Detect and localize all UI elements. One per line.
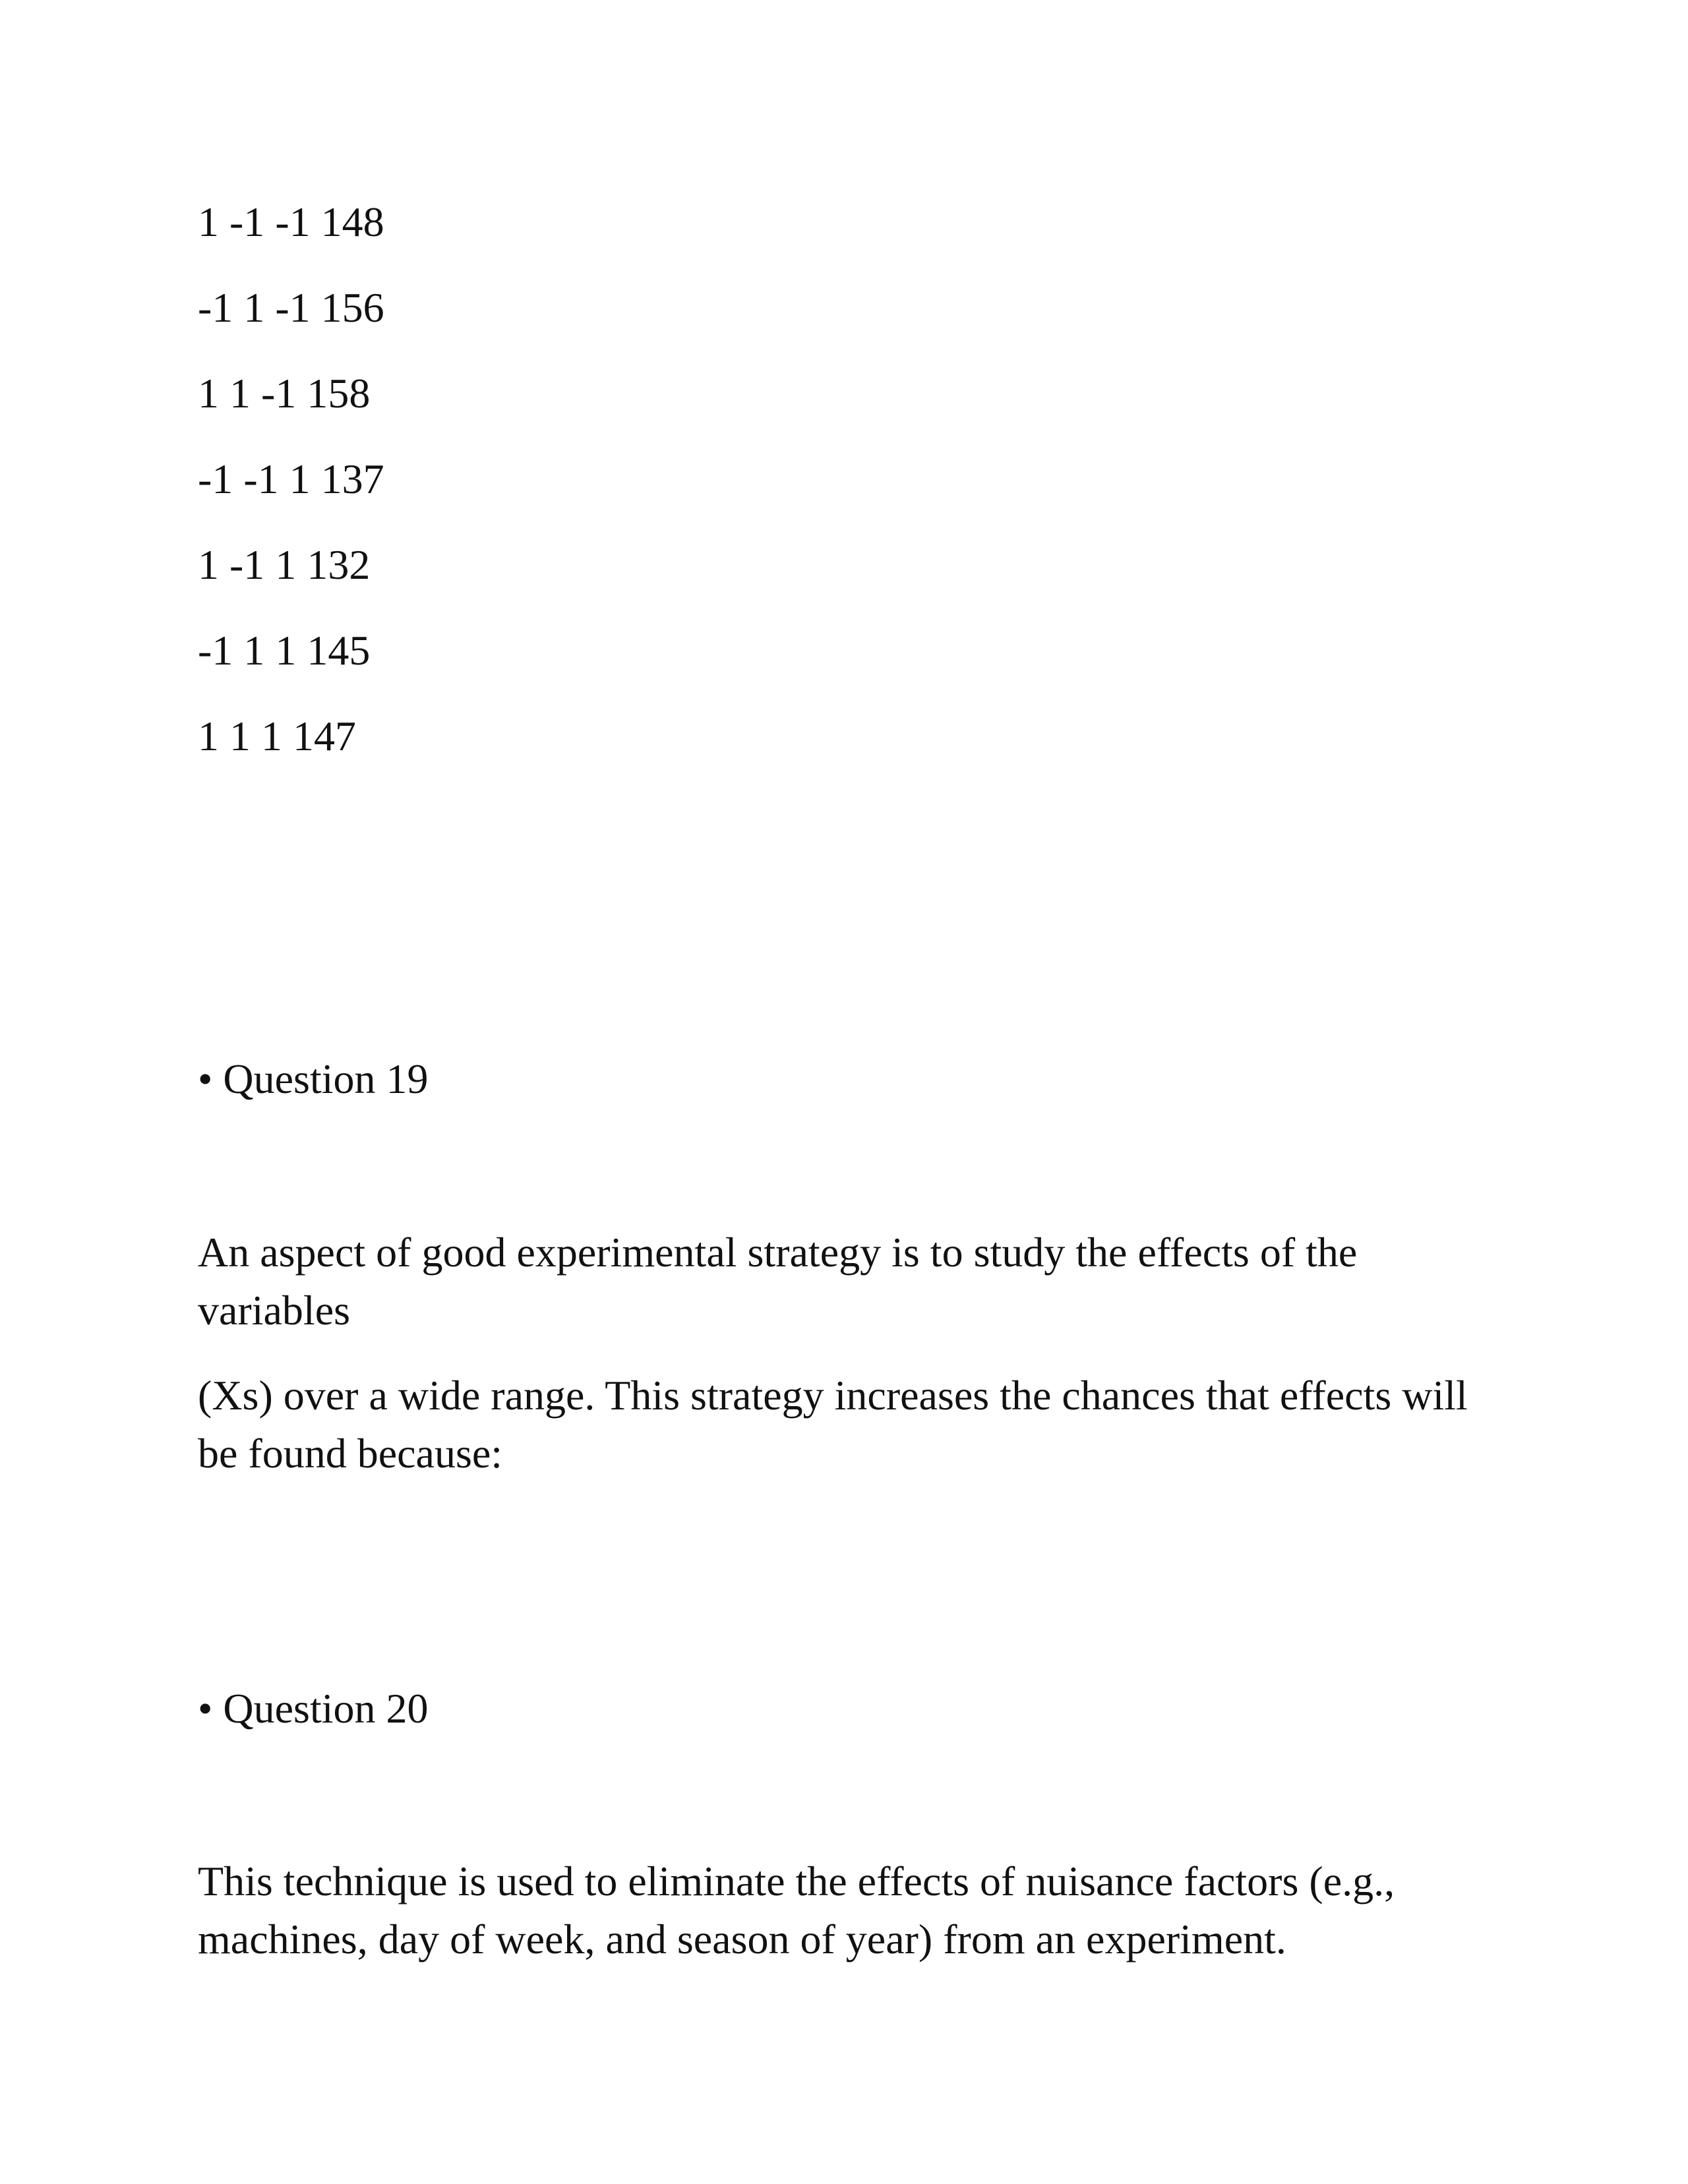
data-row: -1 -1 1 137: [198, 456, 384, 502]
data-row: -1 1 -1 156: [198, 284, 384, 331]
question-19-heading: • Question 19: [198, 1055, 429, 1102]
data-row: 1 -1 1 132: [198, 541, 371, 588]
data-row: 1 1 -1 158: [198, 370, 371, 417]
question-19-text-part-2: (Xs) over a wide range. This strategy increases the chances that effects will be found because:: [198, 1372, 1468, 1477]
data-row: 1 -1 -1 148: [198, 198, 384, 245]
question-20-text: This technique is used to eliminate the effects of nuisance factors (e.g., machines, day of week, and season of year) from an experiment.: [198, 1858, 1395, 1963]
data-row: -1 1 1 145: [198, 627, 371, 674]
data-row: 1 1 1 147: [198, 713, 356, 759]
question-20-heading: • Question 20: [198, 1685, 429, 1732]
question-19-text-part-1: An aspect of good experimental strategy is to study the effects of the variables: [198, 1229, 1358, 1334]
